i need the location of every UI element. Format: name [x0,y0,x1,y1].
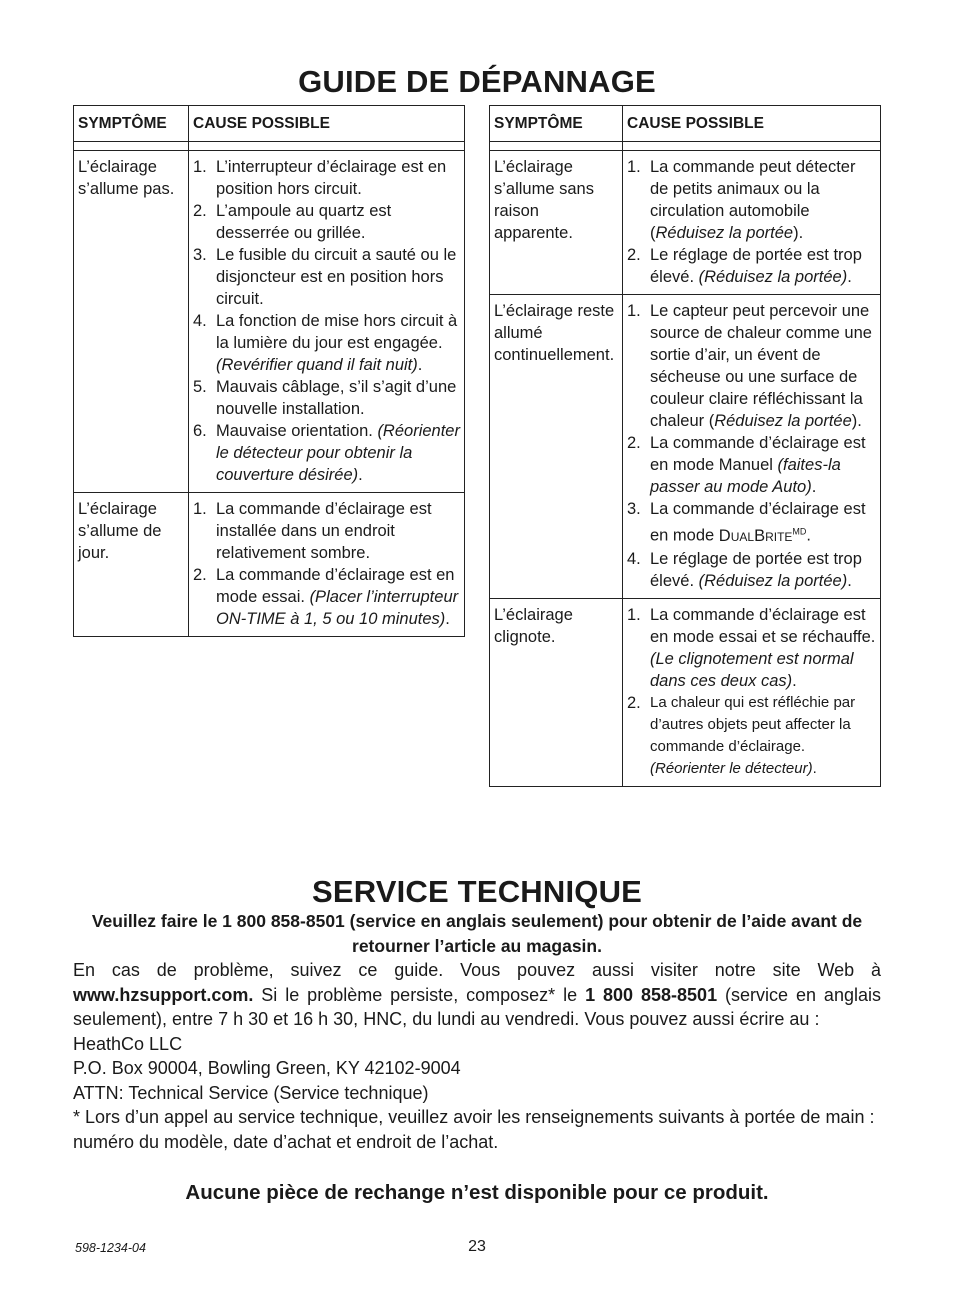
table-row [490,151,881,295]
cause-item: 6. Mauvaise orientation. (Réorienter le détecteur pour obtenir la couverture désirée). [193,422,460,484]
page-number: 23 [468,1238,486,1255]
cause-item: 2. Le réglage de portée est trop élevé. (Réduisez la portée). [627,246,862,286]
support-body [73,958,881,1154]
table-header-row [490,106,881,142]
symptom-cell: L’éclairage s’allume sans raison apparente. [490,151,623,295]
table-row [490,598,881,786]
table-header-row [74,106,465,142]
footnote: * Lors d’un appel au service technique, veuillez avoir les renseignements suivants à portée de main : numéro du modèle, date d’achat et endroit de l’achat. [73,1107,875,1152]
support-paragraph: En cas de problème, suivez ce guide. Vous pouvez aussi visiter notre site Web à www.hzsupport.com. Si le problème persiste, composez* le 1 800 858-8501 (service en anglais seulement), entre 7 h 30 et 16 h 30, HNC, du lundi au vendredi. Vous pouvez aussi écrire au : [73,960,881,1029]
cause-item: 2. La chaleur qui est réfléchie par d’autres objets peut affecter la commande d’éclairage. (Réorienter le détecteur). [627,693,856,777]
symptom-cell: L’éclairage clignote. [490,598,623,786]
table-row [74,151,465,493]
guide-title: GUIDE DE DÉPANNAGE [298,64,656,99]
header-cause: CAUSE POSSIBLE [623,106,881,142]
header-cause: CAUSE POSSIBLE [189,106,465,142]
cause-item: 5. Mauvais câblage, s’il s’agit d’une nouvelle installation. [193,378,457,418]
table-row [490,295,881,599]
support-phone: 1 800 858-8501 [585,984,718,1005]
header-symptom: SYMPTÔME [490,106,623,142]
no-parts-notice: Aucune pièce de rechange n’est disponible pour ce produit. [185,1181,769,1204]
address-line: HeathCo LLC [73,1033,183,1054]
cause-item: 2. L’ampoule au quartz est desserrée ou grillée. [193,202,392,242]
cause-item: 2. La commande d’éclairage est en mode essai. (Placer l’interrupteur ON-TIME à 1, 5 ou 10 minutes). [193,566,459,628]
cause-cell [623,151,881,295]
symptom-cell: L’éclairage s’allume pas. [74,151,189,493]
address-line: P.O. Box 90004, Bowling Green, KY 42102-9004 [73,1058,461,1078]
troubleshooting-table-left [73,105,465,637]
service-title: SERVICE TECHNIQUE [311,874,643,909]
cause-cell [189,151,465,493]
table-row [74,493,465,637]
support-website-link[interactable]: www.hzsupport.com. [73,984,254,1005]
cause-item: 1. Le capteur peut percevoir une source de chaleur comme une sortie d’air, un évent de sécheuse ou une surface de couleur claire réfléchissant la chaleur (Réduisez la portée). [627,302,872,430]
cause-cell [623,598,881,786]
cause-item: 1. La commande d’éclairage est installée dans un endroit relativement sombre. [193,500,432,562]
cause-item: 1. L’interrupteur d’éclairage est en position hors circuit. [193,158,447,198]
symptom-cell: L’éclairage reste allumé continuellement. [490,295,623,599]
cause-item: 3. La commande d’éclairage est en mode $DUALBRITE^{MD}$. [627,500,866,545]
support-callout: Veuillez faire le 1 800 858-8501 (service en anglais seulement) pour obtenir de l’aide avant de retourner l’article au magasin. [91,911,863,956]
cause-item: 4. Le réglage de portée est trop élevé. (Réduisez la portée). [627,549,862,590]
cause-cell [189,493,465,637]
cause-cell [623,295,881,599]
cause-item: 2. La commande d’éclairage est en mode Manuel (faites-la passer au mode Auto). [627,434,866,496]
header-symptom: SYMPTÔME [74,106,189,142]
troubleshooting-table-right [489,105,881,787]
document-number: 598-1234-04 [75,1241,146,1255]
dualbrite-brand: $DUALBRITE^{MD}$ [718,526,807,545]
address-line: ATTN: Technical Service (Service technique) [73,1082,429,1103]
cause-item: 1. La commande d’éclairage est en mode essai et se réchauffe. (Le clignotement est normal dans ces deux cas). [627,605,876,690]
cause-item: 3. Le fusible du circuit a sauté ou le disjoncteur est en position hors circuit. [193,246,457,308]
cause-item: 1. La commande peut détecter de petits animaux ou la circulation automobile (Réduisez la portée). [627,158,856,242]
cause-item: 4. La fonction de mise hors circuit à la lumière du jour est engagée. (Revérifier quand il fait nuit). [193,312,458,374]
symptom-cell: L’éclairage s’allume de jour. [74,493,189,637]
